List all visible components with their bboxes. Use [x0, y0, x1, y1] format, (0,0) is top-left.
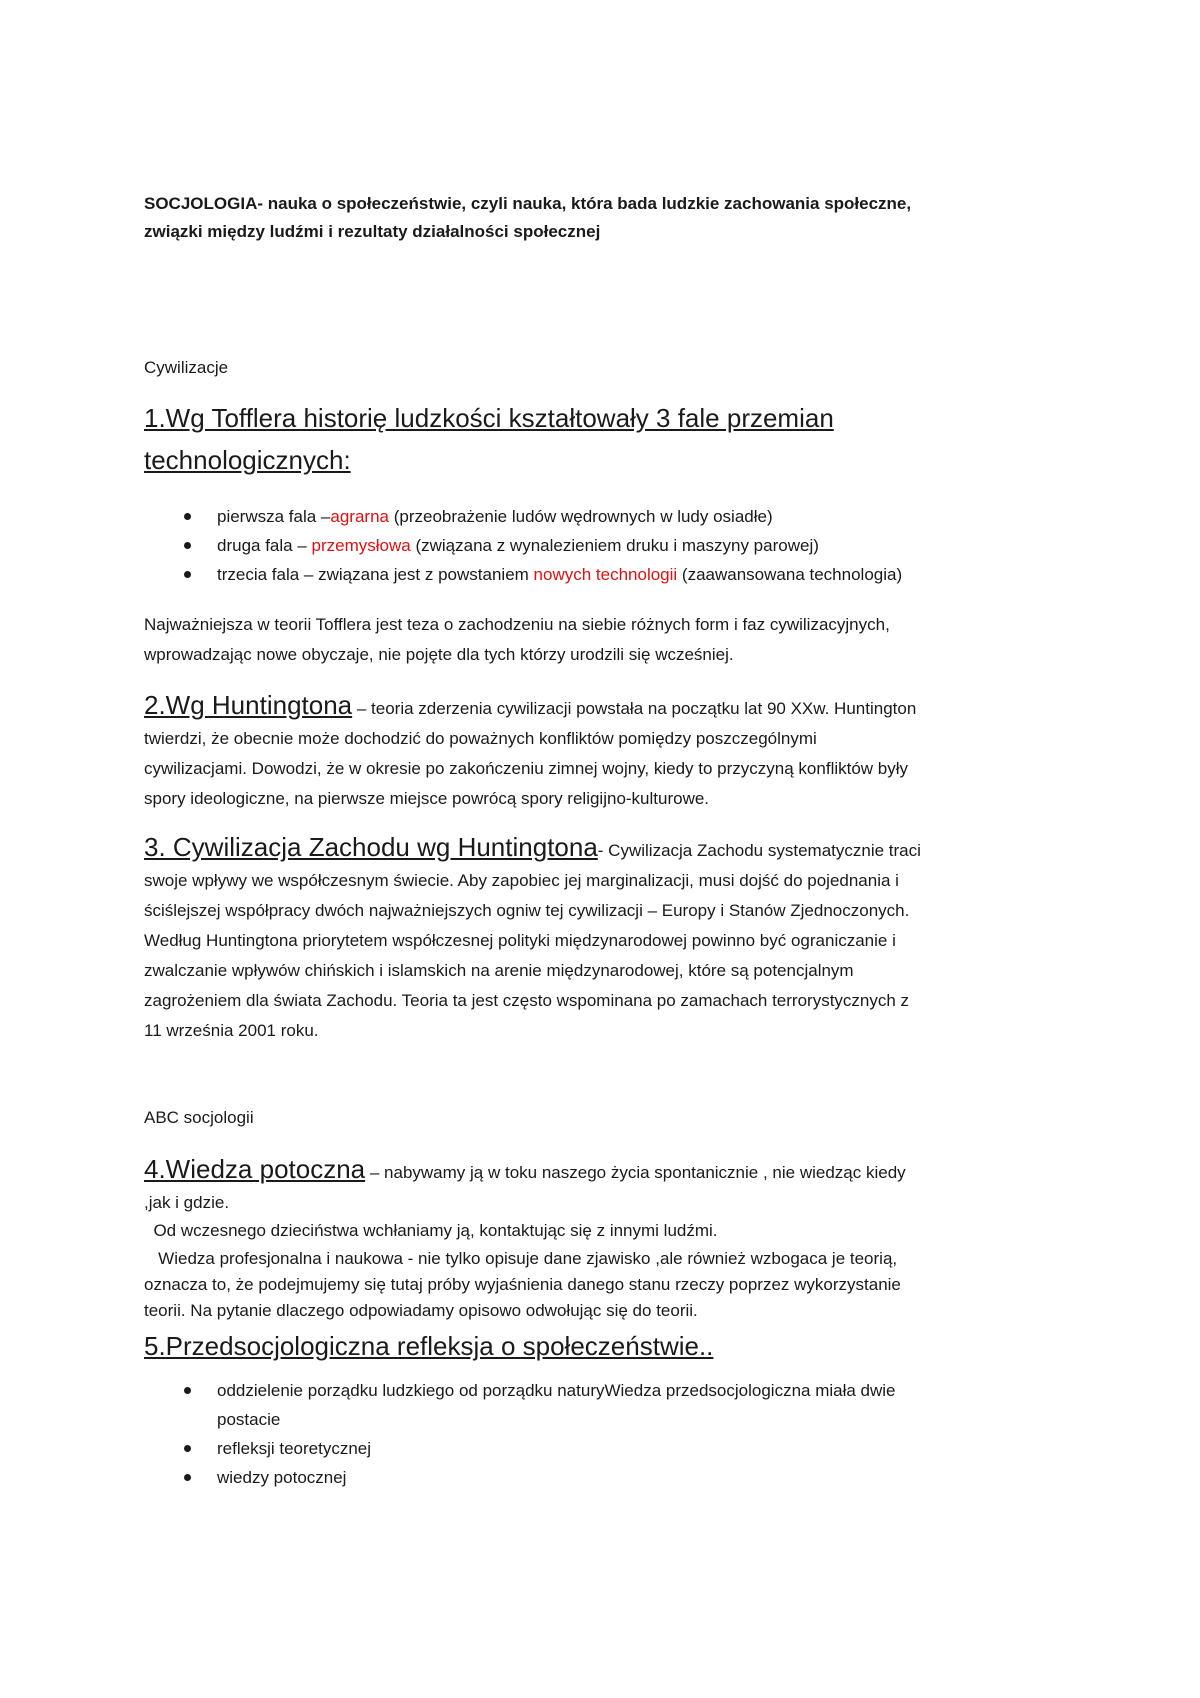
bullet-text: (przeobrażenie ludów wędrownych w ludy osiadłe)	[389, 507, 773, 526]
bullet-text: (związana z wynalezieniem druku i maszyny parowej)	[410, 536, 819, 555]
bullet-icon	[184, 1387, 191, 1394]
section-4-heading: 4.Wiedza potoczna	[144, 1154, 366, 1184]
bullet-text: druga fala –	[217, 536, 312, 555]
section-5-bullet-3	[184, 1463, 1064, 1492]
section-5-bullet-1	[184, 1376, 1064, 1434]
section-1-bullet-list	[184, 502, 1064, 589]
section-2-line-1	[144, 688, 1064, 726]
highlight-text: przemysłowa	[311, 536, 411, 555]
bullet-text: pierwsza fala –	[217, 507, 331, 526]
highlight-text: nowych technologii	[533, 565, 678, 584]
section-1-bullet-2	[184, 531, 1064, 560]
bullet-icon	[184, 571, 191, 578]
bullet-text: refleksji teoretycznej	[217, 1439, 372, 1458]
bullet-text: (zaawansowana technologia)	[677, 565, 903, 584]
cywilizacje-label: Cywilizacje	[144, 358, 229, 377]
section-1-para-line-2: wprowadzając nowe obyczaje, nie pojęte dla tych którzy urodzili się wcześniej.	[144, 645, 734, 664]
bullet-icon	[184, 513, 191, 520]
bullet-text: oddzielenie porządku ludzkiego od porządku naturyWiedza przedsocjologiczna miała dwie	[217, 1381, 896, 1400]
bullet-icon	[184, 1445, 191, 1452]
bullet-icon	[184, 1474, 191, 1481]
section-3-line-4: Według Huntingtona priorytetem współczesnej polityki międzynarodowej powinno być ograniczanie i	[144, 931, 896, 950]
section-1-bullet-1	[184, 502, 1064, 531]
section-1-para-line-1: Najważniejsza w teorii Tofflera jest teza o zachodzeniu na siebie różnych form i faz cywilizacyjnych,	[144, 615, 890, 634]
section-3-line-1-text: - Cywilizacja Zachodu systematycznie traci	[597, 841, 921, 860]
section-3-line-6: zagrożeniem dla świata Zachodu. Teoria ta jest często wspominana po zamachach terrorystycznych z	[144, 991, 910, 1010]
section-4-line-1	[144, 1152, 1064, 1190]
section-2-line-4: spory ideologiczne, na pierwsze miejsce powrócą spory religijno-kulturowe.	[144, 789, 710, 808]
section-4-line-4: Wiedza profesjonalna i naukowa - nie tylko opisuje dane zjawisko ,ale również wzbogaca je teorią,	[144, 1249, 898, 1268]
section-3-line-1	[144, 830, 1064, 868]
section-1-heading-line-1: 1.Wg Tofflera historię ludzkości kształtowały 3 fale przemian	[144, 403, 834, 433]
section-2-line-2: twierdzi, że obecnie może dochodzić do poważnych konfliktów pomiędzy poszczególnymi	[144, 729, 817, 748]
section-3-heading: 3. Cywilizacja Zachodu wg Huntingtona	[144, 832, 598, 862]
section-3-line-3: ściślejszej współpracy dwóch najważniejszych ogniw tej cywilizacji – Europy i Stanów Zjednoczonych.	[144, 901, 910, 920]
highlight-text: agrarna	[330, 507, 389, 526]
section-4-line-1-text: – nabywamy ją w toku naszego życia spontanicznie , nie wiedząc kiedy	[365, 1163, 906, 1182]
bullet-icon	[184, 542, 191, 549]
bullet-text-continuation: postacie	[217, 1410, 281, 1429]
intro-line-1: SOCJOLOGIA- nauka o społeczeństwie, czyli nauka, która bada ludzkie zachowania społeczne,	[144, 194, 912, 213]
bullet-text: wiedzy potocznej	[217, 1468, 347, 1487]
section-1-heading-line-2: technologicznych:	[144, 445, 351, 475]
section-3-line-7: 11 września 2001 roku.	[144, 1021, 319, 1040]
section-2-line-1-text: – teoria zderzenia cywilizacji powstała na początku lat 90 XXw. Huntington	[352, 699, 917, 718]
section-4-line-5: oznacza to, że podejmujemy się tutaj próby wyjaśnienia danego stanu rzeczy poprzez wykorzystanie	[144, 1275, 901, 1294]
section-5-bullet-list	[184, 1376, 1064, 1492]
section-3-line-5: zwalczanie wpływów chińskich i islamskich na arenie międzynarodowej, które są potencjalnym	[144, 961, 854, 980]
intro-line-2: związki między ludźmi i rezultaty działalności społecznej	[144, 222, 601, 241]
section-3-line-2: swoje wpływy we współczesnym świecie. Aby zapobiec jej marginalizacji, musi dojść do pojednania i	[144, 871, 899, 890]
bullet-text: trzecia fala – związana jest z powstaniem	[217, 565, 534, 584]
section-2-line-3: cywilizacjami. Dowodzi, że w okresie po zakończeniu zimnej wojny, kiedy to przyczyną konfliktów były	[144, 759, 909, 778]
section-4-line-2: ,jak i gdzie.	[144, 1193, 230, 1212]
abc-label: ABC socjologii	[144, 1108, 254, 1127]
section-5-bullet-2	[184, 1434, 1064, 1463]
section-4-line-3: Od wczesnego dzieciństwa wchłaniamy ją, kontaktując się z innymi ludźmi.	[144, 1221, 718, 1240]
section-5-heading: 5.Przedsocjologiczna refleksja o społeczeństwie..	[144, 1331, 714, 1361]
section-2-heading: 2.Wg Huntingtona	[144, 690, 353, 720]
section-4-line-6: teorii. Na pytanie dlaczego odpowiadamy opisowo odwołując się do teorii.	[144, 1301, 698, 1320]
section-1-bullet-3	[184, 560, 1064, 589]
